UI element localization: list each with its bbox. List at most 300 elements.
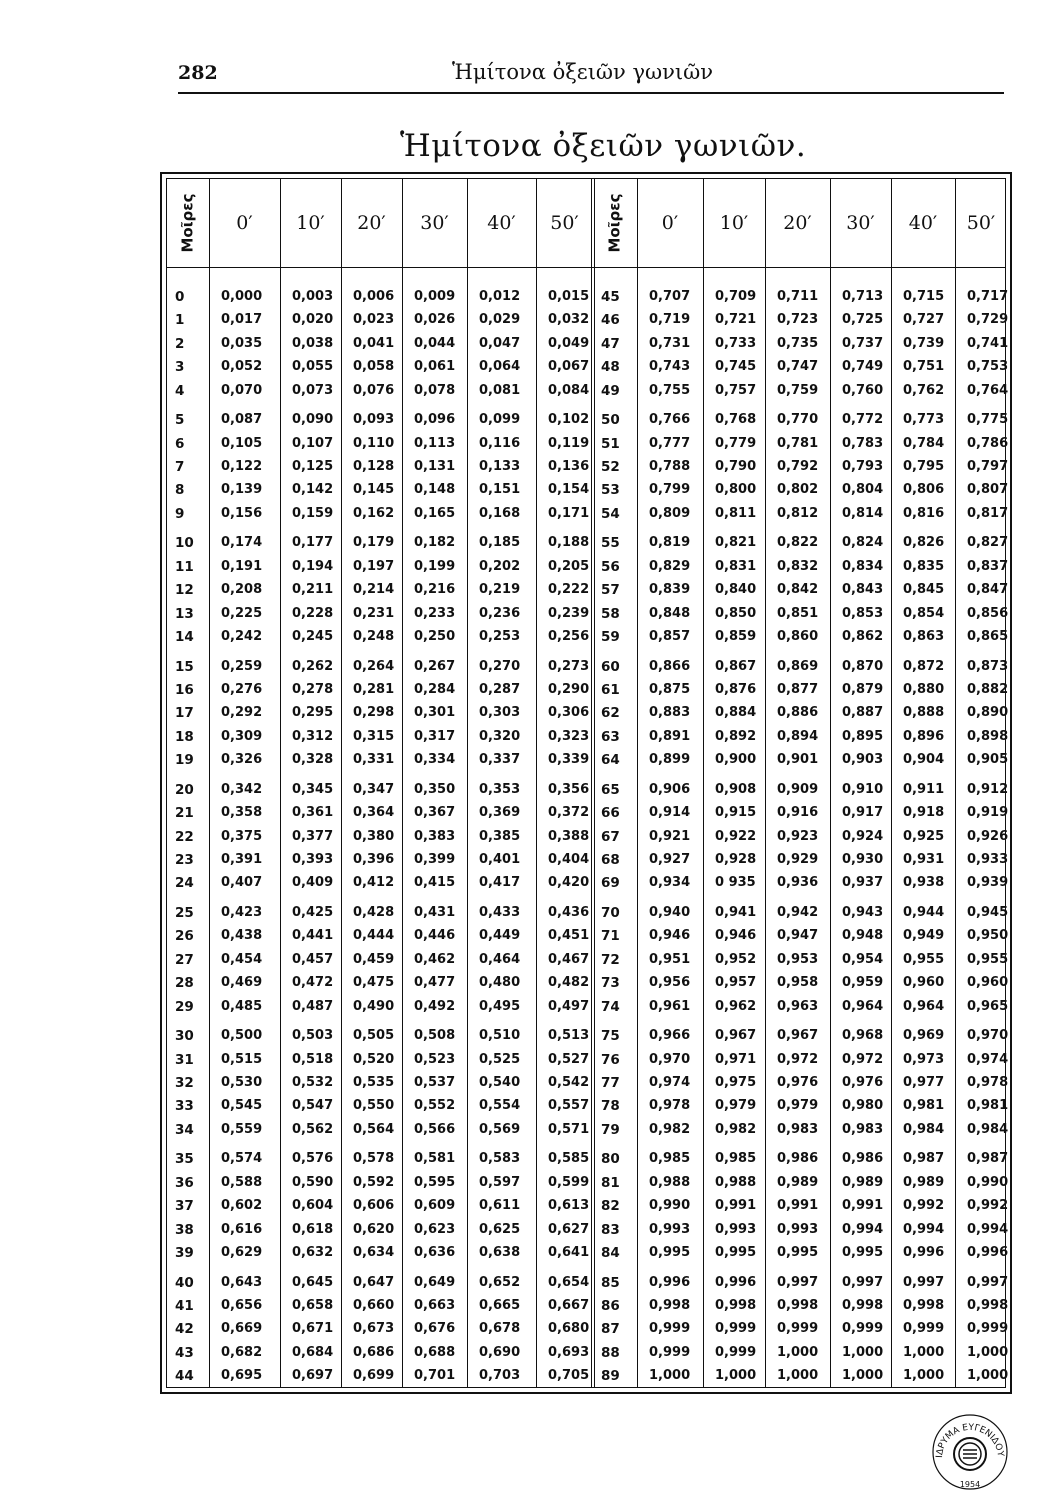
degree-label: 65 [601, 781, 620, 798]
sine-value: 0,618 [292, 1221, 334, 1237]
sine-value: 0,933 [967, 852, 1009, 867]
sine-value: 0,609 [414, 1198, 456, 1214]
sine-value: 0,809 [649, 505, 691, 521]
sine-value: 0,731 [649, 335, 691, 351]
sine-value: 0,023 [353, 312, 395, 328]
sine-value: 0,842 [777, 582, 819, 598]
sine-value: 0,009 [414, 289, 456, 304]
sine-value: 0,826 [903, 535, 945, 551]
sine-value: 0,723 [777, 312, 819, 328]
sine-value: 0,407 [221, 875, 263, 891]
sine-value: 0,485 [221, 998, 263, 1014]
sine-value: 0,894 [777, 728, 819, 744]
sine-value: 0,770 [777, 412, 819, 428]
sine-value: 0,733 [715, 335, 757, 351]
degree-label: 22 [175, 828, 194, 845]
sine-value: 0,995 [842, 1245, 884, 1260]
column-rule [891, 179, 892, 1387]
sine-value: 0,884 [715, 705, 757, 721]
degree-label: 45 [601, 289, 620, 305]
sine-value: 0,755 [649, 382, 691, 398]
sine-value: 0,817 [967, 505, 1009, 521]
sine-value: 0,989 [903, 1174, 945, 1190]
sine-value: 0,760 [842, 382, 884, 398]
minute-column-header-left: 10′ [296, 212, 325, 234]
sine-value: 0,676 [414, 1321, 456, 1337]
sine-value: 0,139 [221, 482, 263, 498]
sine-value: 0,663 [414, 1298, 456, 1313]
sine-value: 0,216 [414, 582, 456, 598]
sine-value: 1,000 [967, 1344, 1009, 1360]
degree-label: 62 [601, 705, 620, 722]
sine-value: 0,707 [649, 289, 691, 304]
sine-value: 0,673 [353, 1321, 395, 1337]
degree-label: 75 [601, 1028, 620, 1045]
sine-value: 0,638 [479, 1245, 521, 1260]
sine-value: 0,409 [292, 875, 334, 891]
sine-value: 0,287 [479, 682, 521, 697]
sine-value: 0,449 [479, 928, 521, 944]
sine-value: 0,877 [777, 682, 819, 697]
sine-value: 0,866 [649, 658, 691, 674]
sine-value: 0,883 [649, 705, 691, 721]
sine-value: 0,741 [967, 335, 1009, 351]
sine-value: 0,480 [479, 975, 521, 991]
sine-value: 0,967 [715, 1028, 757, 1044]
sine-value: 0,396 [353, 852, 395, 867]
sine-value: 0,879 [842, 682, 884, 697]
sine-value: 0,156 [221, 505, 263, 521]
degree-label: 89 [601, 1368, 620, 1385]
sine-value: 0,214 [353, 582, 395, 598]
sine-value: 0,802 [777, 482, 819, 498]
column-rule [467, 179, 468, 1387]
sine-value: 0,093 [353, 412, 395, 428]
sine-value: 0,347 [353, 781, 395, 797]
sine-value: 0,985 [649, 1151, 691, 1167]
sine-value: 0,953 [777, 951, 819, 967]
sine-value: 0,911 [903, 781, 945, 797]
sine-value: 0,583 [479, 1151, 521, 1167]
sine-value: 0,873 [967, 658, 1009, 674]
sine-value: 0,939 [967, 875, 1009, 891]
degree-label: 80 [601, 1151, 620, 1168]
sine-value: 0,832 [777, 558, 819, 574]
sine-value: 0,970 [967, 1028, 1009, 1044]
sine-value: 0,433 [479, 905, 521, 920]
column-rule [209, 179, 210, 1387]
sine-value: 0,495 [479, 998, 521, 1014]
sine-value: 0,867 [715, 658, 757, 674]
sine-value: 0,557 [548, 1098, 590, 1114]
sine-value: 0,208 [221, 582, 263, 598]
sine-value: 0,991 [842, 1198, 884, 1214]
sine-value: 0,084 [548, 382, 590, 398]
sine-value: 0,816 [903, 505, 945, 521]
sine-value: 0,950 [967, 928, 1009, 944]
sine-value: 0,571 [548, 1121, 590, 1137]
sine-value: 0,929 [777, 852, 819, 867]
column-rule [280, 179, 281, 1387]
sine-value: 0,908 [715, 781, 757, 797]
sine-value: 0,862 [842, 629, 884, 644]
degree-label: 86 [601, 1298, 620, 1314]
sine-value: 0,988 [649, 1174, 691, 1190]
seal-year: 1954 [959, 1480, 981, 1489]
sine-value: 0,497 [548, 998, 590, 1014]
sine-value: 0,643 [221, 1274, 263, 1290]
sine-value: 0,970 [649, 1051, 691, 1067]
sine-value: 0,627 [548, 1221, 590, 1237]
sine-value: 0,994 [903, 1221, 945, 1237]
sine-value: 0,762 [903, 382, 945, 398]
sine-value: 0,799 [649, 482, 691, 498]
sine-value: 0,942 [777, 905, 819, 920]
sine-value: 0,417 [479, 875, 521, 891]
sine-value: 0,399 [414, 852, 456, 867]
sine-value: 0,946 [649, 928, 691, 944]
sine-value: 0,345 [292, 781, 334, 797]
sine-value: 0,804 [842, 482, 884, 498]
degree-label: 72 [601, 951, 620, 968]
degree-column-label: Μοῖρες [606, 193, 624, 253]
sine-value: 0,882 [967, 682, 1009, 697]
minute-column-header-right: 0′ [661, 212, 679, 234]
sine-value: 0,401 [479, 852, 521, 867]
sine-value: 0,947 [777, 928, 819, 944]
sine-value: 0,993 [715, 1221, 757, 1237]
sine-value: 0,446 [414, 928, 456, 944]
sine-value: 0,684 [292, 1344, 334, 1360]
sine-value: 0,976 [842, 1075, 884, 1090]
sine-value: 0,581 [414, 1151, 456, 1167]
sine-value: 0,636 [414, 1245, 456, 1260]
sine-value: 0,829 [649, 558, 691, 574]
degree-label: 24 [175, 875, 194, 892]
sine-value: 0,264 [353, 658, 395, 674]
sine-value: 0,081 [479, 382, 521, 398]
degree-label: 64 [601, 752, 620, 769]
sine-value: 0,375 [221, 828, 263, 844]
sine-value: 0,475 [353, 975, 395, 991]
sine-value: 0,901 [777, 752, 819, 768]
sine-value: 0,000 [221, 289, 263, 304]
minute-column-header-left: 50′ [550, 212, 579, 234]
sine-value: 0,999 [715, 1344, 757, 1360]
sine-value: 0,682 [221, 1344, 263, 1360]
sine-value: 0,985 [715, 1151, 757, 1167]
page-title: Ἡμίτονα ὀξειῶν γωνιῶν. [400, 128, 807, 164]
sine-value: 0,981 [903, 1098, 945, 1114]
sine-value: 0,961 [649, 998, 691, 1014]
sine-value: 0,995 [649, 1245, 691, 1260]
sine-value: 0,938 [903, 875, 945, 891]
minute-column-header-left: 20′ [357, 212, 386, 234]
sine-value: 1,000 [842, 1368, 884, 1384]
sine-value: 0,886 [777, 705, 819, 721]
sine-value: 0,645 [292, 1274, 334, 1290]
sine-value: 0,851 [777, 605, 819, 621]
sine-value: 0,847 [967, 582, 1009, 598]
sine-value: 0,487 [292, 998, 334, 1014]
sine-value: 0,954 [842, 951, 884, 967]
sine-value: 0,991 [777, 1198, 819, 1214]
sine-value: 0,806 [903, 482, 945, 498]
degree-label: 84 [601, 1245, 620, 1261]
sine-value: 0,988 [715, 1174, 757, 1190]
sine-value: 0,342 [221, 781, 263, 797]
sine-value: 0,270 [479, 658, 521, 674]
sine-value: 0,880 [903, 682, 945, 697]
sine-value: 0,870 [842, 658, 884, 674]
sine-value: 0,848 [649, 605, 691, 621]
sine-value: 0,250 [414, 629, 456, 644]
sine-value: 0,026 [414, 312, 456, 328]
sine-value: 0,997 [777, 1274, 819, 1290]
sine-value: 0,242 [221, 629, 263, 644]
sine-value: 0,142 [292, 482, 334, 498]
degree-label: 26 [175, 928, 194, 945]
publisher-seal [930, 1412, 1010, 1492]
sine-value: 0,905 [967, 752, 1009, 768]
degree-label: 28 [175, 975, 194, 992]
sine-value: 0,979 [777, 1098, 819, 1114]
sine-value: 0,096 [414, 412, 456, 428]
sine-value: 1,000 [649, 1368, 691, 1384]
sine-value: 0,819 [649, 535, 691, 551]
degree-label: 57 [601, 582, 620, 599]
sine-value: 0,211 [292, 582, 334, 598]
sine-value: 0,835 [903, 558, 945, 574]
sine-value: 0,814 [842, 505, 884, 521]
minute-column-header-right: 50′ [966, 212, 996, 234]
sine-value: 0,262 [292, 658, 334, 674]
sine-value: 0,980 [842, 1098, 884, 1114]
sine-value: 0,966 [649, 1028, 691, 1044]
sine-value: 0,239 [548, 605, 590, 621]
sine-value: 0,523 [414, 1051, 456, 1067]
sine-value: 0,995 [715, 1245, 757, 1260]
sine-value: 0,812 [777, 505, 819, 521]
sine-value: 0,292 [221, 705, 263, 721]
sine-value: 0,982 [715, 1121, 757, 1137]
sine-value: 0,896 [903, 728, 945, 744]
sine-value: 0,715 [903, 289, 945, 304]
sine-value: 0,078 [414, 382, 456, 398]
sine-value: 0,669 [221, 1321, 263, 1337]
sine-value: 0,795 [903, 459, 945, 474]
sine-value: 0,444 [353, 928, 395, 944]
sine-value: 0,958 [777, 975, 819, 991]
sine-value: 0,578 [353, 1151, 395, 1167]
sine-value: 0,999 [903, 1321, 945, 1337]
sine-value: 0,364 [353, 805, 395, 821]
sine-value: 0,047 [479, 335, 521, 351]
sine-value: 0,049 [548, 335, 590, 351]
sine-value: 0,800 [715, 482, 757, 498]
sine-value: 0,309 [221, 728, 263, 744]
sine-value: 0,912 [967, 781, 1009, 797]
sine-value: 0,041 [353, 335, 395, 351]
degree-label: 88 [601, 1344, 620, 1361]
sine-value: 0,995 [777, 1245, 819, 1260]
sine-value: 0,472 [292, 975, 334, 991]
sine-value: 0,562 [292, 1121, 334, 1137]
sine-value: 0,315 [353, 728, 395, 744]
sine-value: 0,035 [221, 335, 263, 351]
sine-value: 0,994 [842, 1221, 884, 1237]
sine-value: 0,781 [777, 435, 819, 451]
sine-value: 0,383 [414, 828, 456, 844]
sine-value: 0,179 [353, 535, 395, 551]
sine-value: 0,978 [967, 1075, 1009, 1090]
column-rule [830, 179, 831, 1387]
sine-value: 0,703 [479, 1368, 521, 1384]
sine-value: 0,729 [967, 312, 1009, 328]
sine-value: 0,998 [842, 1298, 884, 1313]
sine-value: 0,887 [842, 705, 884, 721]
sine-value: 0,997 [903, 1274, 945, 1290]
degree-label: 87 [601, 1321, 620, 1338]
sine-value: 1,000 [777, 1344, 819, 1360]
sine-value: 0,766 [649, 412, 691, 428]
sine-value: 0,301 [414, 705, 456, 721]
sine-value: 0,695 [221, 1368, 263, 1384]
sine-value: 0,131 [414, 459, 456, 474]
sine-value: 0,768 [715, 412, 757, 428]
sine-value: 0,680 [548, 1321, 590, 1337]
sine-value: 0,228 [292, 605, 334, 621]
sine-value: 0,999 [649, 1344, 691, 1360]
sine-value: 0,545 [221, 1098, 263, 1114]
sine-value: 0,937 [842, 875, 884, 891]
degree-label: 3 [175, 359, 185, 376]
sine-value: 0,751 [903, 359, 945, 375]
sine-value: 0,964 [903, 998, 945, 1014]
sine-value: 0,197 [353, 558, 395, 574]
degree-label: 11 [175, 558, 194, 575]
sine-value: 0,824 [842, 535, 884, 551]
sine-value: 0,792 [777, 459, 819, 474]
sine-value: 0,490 [353, 998, 395, 1014]
sine-value: 0,331 [353, 752, 395, 768]
sine-value: 0,099 [479, 412, 521, 428]
sine-value: 0,693 [548, 1344, 590, 1360]
sine-value: 0,975 [715, 1075, 757, 1090]
sine-value: 0,899 [649, 752, 691, 768]
sine-value: 0,998 [903, 1298, 945, 1313]
sine-value: 0,420 [548, 875, 590, 891]
degree-label: 14 [175, 629, 194, 645]
sine-value: 0,974 [967, 1051, 1009, 1067]
sine-value: 0,337 [479, 752, 521, 768]
degree-label: 13 [175, 605, 194, 622]
sine-value: 0,467 [548, 951, 590, 967]
degree-label: 43 [175, 1344, 194, 1361]
sine-value: 0,965 [967, 998, 1009, 1014]
sine-value: 0,921 [649, 828, 691, 844]
sine-value: 0,895 [842, 728, 884, 744]
sine-value: 0,412 [353, 875, 395, 891]
minute-column-header-right: 30′ [846, 212, 875, 234]
sine-value: 0,843 [842, 582, 884, 598]
sine-value: 0,425 [292, 905, 334, 920]
sine-value: 0,973 [903, 1051, 945, 1067]
sine-value: 0,233 [414, 605, 456, 621]
degree-label: 44 [175, 1368, 194, 1385]
sine-value: 0,236 [479, 605, 521, 621]
degree-label: 6 [175, 435, 185, 452]
sine-value: 0,994 [967, 1221, 1009, 1237]
sine-value: 0,834 [842, 558, 884, 574]
sine-value: 0,225 [221, 605, 263, 621]
sine-value: 0,998 [967, 1298, 1009, 1313]
sine-value: 0,992 [903, 1198, 945, 1214]
degree-label: 10 [175, 535, 194, 552]
sine-value: 0,222 [548, 582, 590, 598]
sine-value: 0,278 [292, 682, 334, 697]
sine-value: 0,518 [292, 1051, 334, 1067]
sine-value: 0,554 [479, 1098, 521, 1114]
sine-value: 0,964 [842, 998, 884, 1014]
sine-value: 0,415 [414, 875, 456, 891]
sine-value: 0,845 [903, 582, 945, 598]
degree-label: 59 [601, 629, 620, 645]
sine-value: 1,000 [903, 1368, 945, 1384]
sine-value: 0,038 [292, 335, 334, 351]
sine-value: 0,162 [353, 505, 395, 521]
page-number: 282 [178, 62, 218, 84]
sine-value: 0,513 [548, 1028, 590, 1044]
sine-value: 0,358 [221, 805, 263, 821]
sine-value: 0,840 [715, 582, 757, 598]
sine-value: 0,936 [777, 875, 819, 891]
sine-value: 0,890 [967, 705, 1009, 721]
sine-value: 0,919 [967, 805, 1009, 821]
sine-value: 0,931 [903, 852, 945, 867]
degree-label: 19 [175, 752, 194, 769]
degree-label: 41 [175, 1298, 194, 1314]
degree-label: 27 [175, 951, 194, 968]
sine-value: 0,853 [842, 605, 884, 621]
sine-value: 0,191 [221, 558, 263, 574]
sine-value: 0,793 [842, 459, 884, 474]
sine-value: 0,811 [715, 505, 757, 521]
degree-label: 18 [175, 728, 194, 745]
sine-value: 0,569 [479, 1121, 521, 1137]
degree-label: 1 [175, 312, 185, 329]
degree-label: 38 [175, 1221, 194, 1238]
sine-value: 0,550 [353, 1098, 395, 1114]
degree-column-header-right [593, 179, 637, 267]
sine-value: 0,656 [221, 1298, 263, 1313]
sine-value: 0,727 [903, 312, 945, 328]
sine-value: 0,719 [649, 312, 691, 328]
sine-value: 0,606 [353, 1198, 395, 1214]
sine-value: 0,462 [414, 951, 456, 967]
sine-value: 0,477 [414, 975, 456, 991]
sine-value: 0,281 [353, 682, 395, 697]
sine-value: 0,984 [967, 1121, 1009, 1137]
sine-value: 0,102 [548, 412, 590, 428]
sine-value: 0,202 [479, 558, 521, 574]
sine-value: 0,667 [548, 1298, 590, 1313]
sine-value: 0,454 [221, 951, 263, 967]
sine-value: 0,629 [221, 1245, 263, 1260]
sine-value: 0,743 [649, 359, 691, 375]
sine-value: 0,194 [292, 558, 334, 574]
sine-value: 0,928 [715, 852, 757, 867]
